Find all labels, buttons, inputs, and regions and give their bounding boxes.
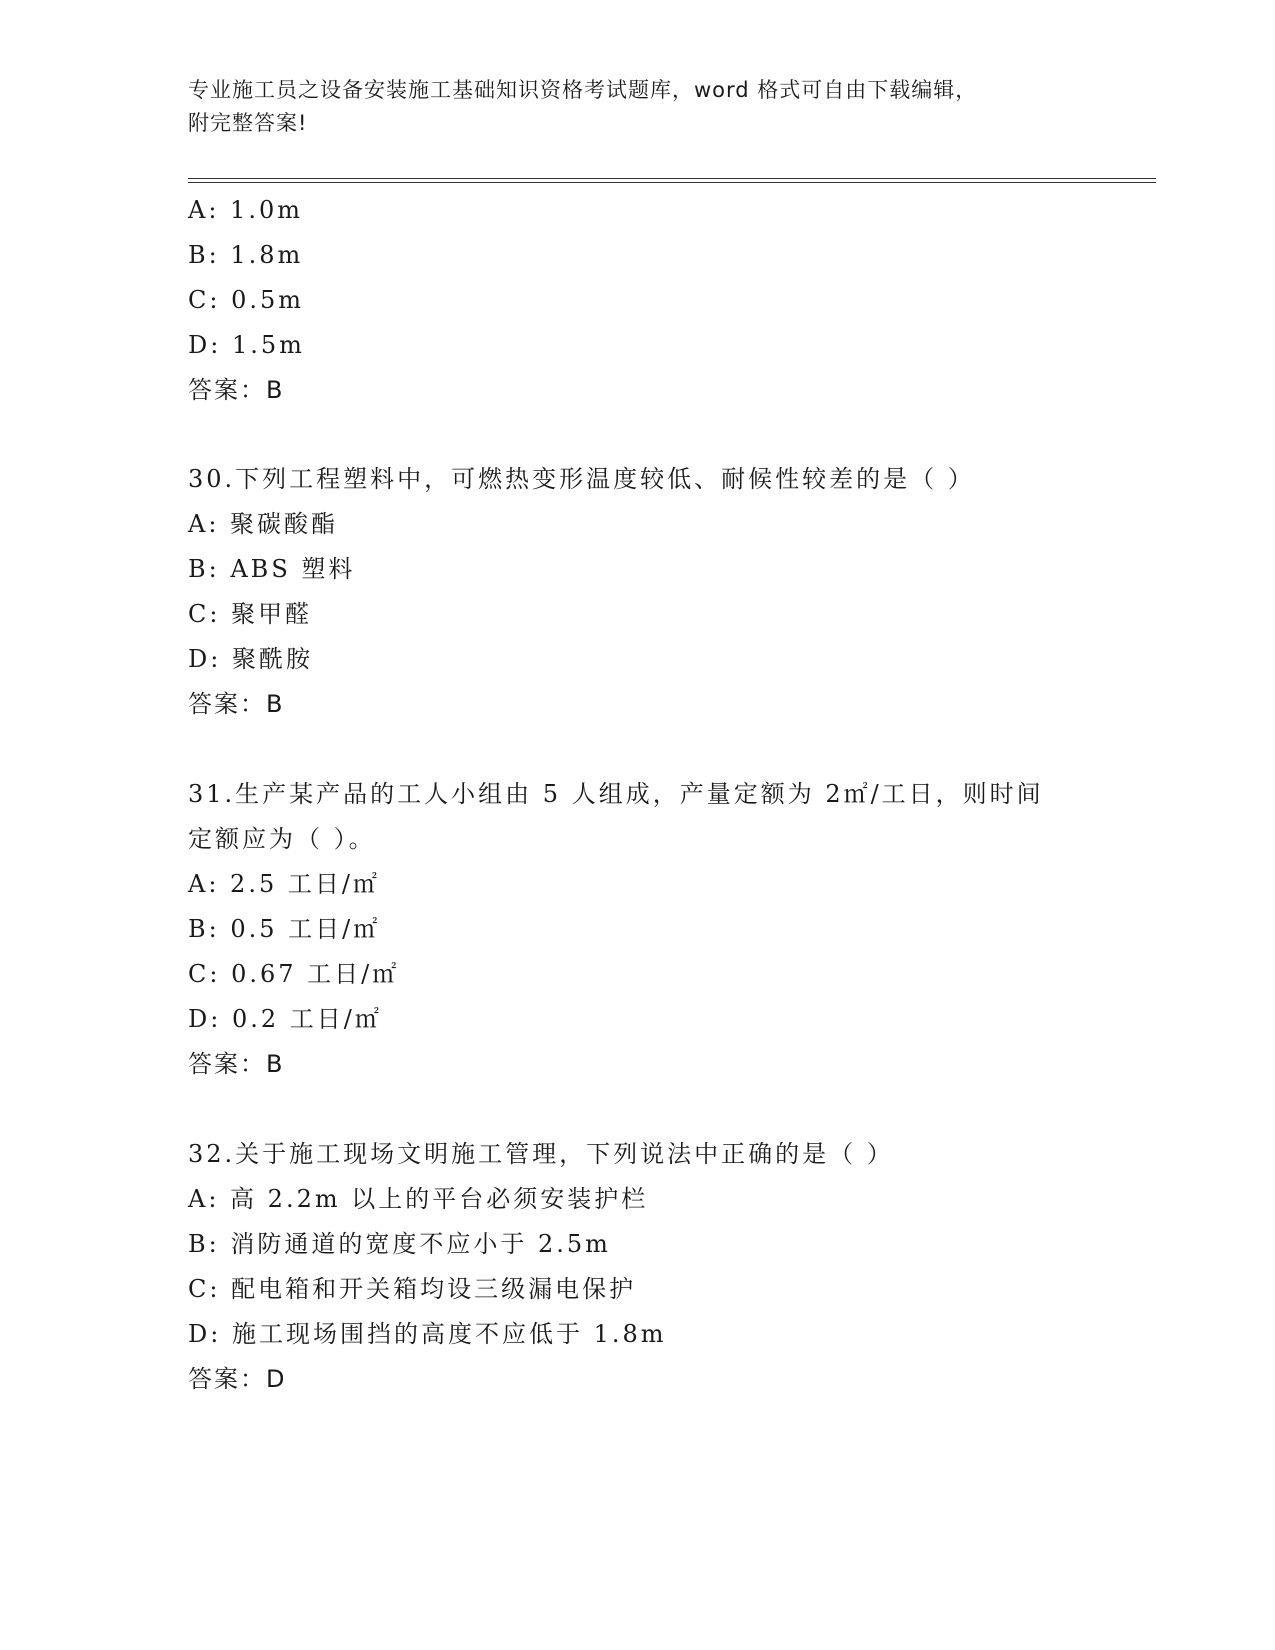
q31-answer: 答案：B (188, 1050, 285, 1078)
q30-option-a: A: 聚碳酸酯 (188, 510, 339, 538)
q30-answer: 答案：B (188, 690, 285, 718)
q31-option-a: A: 2.5 工日/㎡ (188, 870, 380, 898)
q30-option-d: D: 聚酰胺 (188, 645, 313, 673)
prev-option-c: C: 0.5m (188, 286, 305, 314)
q30-option-c: C: 聚甲醛 (188, 600, 313, 628)
prev-option-b: B: 1.8m (188, 241, 304, 269)
q31-option-c: C: 0.67 工日/㎡ (188, 960, 400, 988)
header-title-line-2: 附完整答案! (188, 111, 308, 135)
q32-answer: 答案：D (188, 1365, 287, 1393)
prev-option-a: A: 1.0m (188, 196, 303, 224)
q30-stem: 30.下列工程塑料中，可燃热变形温度较低、耐候性较差的是（ ） (188, 465, 975, 493)
q32-option-c: C: 配电箱和开关箱均设三级漏电保护 (188, 1275, 637, 1303)
q31-option-b: B: 0.5 工日/㎡ (188, 915, 381, 943)
page-header (188, 74, 1088, 140)
q32-option-a: A: 高 2.2m 以上的平台必须安装护栏 (188, 1185, 649, 1213)
q30-option-b: B: ABS 塑料 (188, 555, 356, 583)
prev-answer: 答案：B (188, 376, 285, 404)
header-divider (188, 178, 1156, 183)
q32-option-d: D: 施工现场围挡的高度不应低于 1.8m (188, 1320, 667, 1348)
prev-option-d: D: 1.5m (188, 331, 305, 359)
q31-stem-line-1: 31.生产某产品的工人小组由 5 人组成，产量定额为 2㎡/工日，则时间 (188, 780, 1044, 808)
q32-option-b: B: 消防通道的宽度不应小于 2.5m (188, 1230, 611, 1258)
header-title-line-1: 专业施工员之设备安装施工基础知识资格考试题库，word 格式可自由下载编辑， (188, 78, 978, 102)
q31-stem-line-2: 定额应为（ ）。 (188, 825, 376, 853)
q31-option-d: D: 0.2 工日/㎡ (188, 1005, 382, 1033)
q32-stem: 32.关于施工现场文明施工管理，下列说法中正确的是（ ） (188, 1140, 894, 1168)
